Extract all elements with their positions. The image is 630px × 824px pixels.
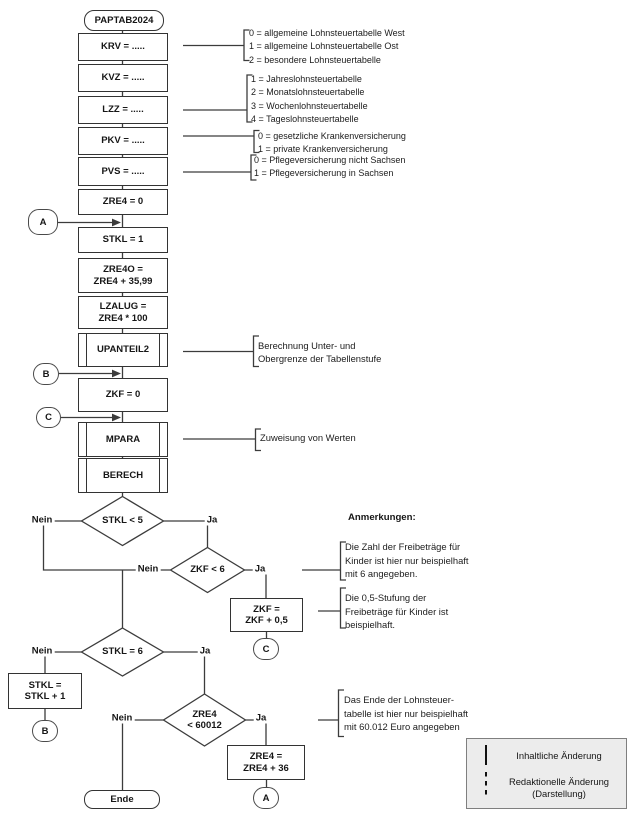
connector-c-bottom: [253, 638, 279, 660]
node-upanteil2-subroutine: [78, 333, 168, 367]
legend-dashed-label: [497, 776, 621, 800]
decision-stkl6-label: [82, 640, 163, 664]
annotation-upanteil2-note: [258, 339, 381, 365]
note2-line3: beispielhaft.: [345, 619, 396, 630]
solid-change-bar-icon: [485, 745, 487, 765]
change-legend: [466, 738, 627, 809]
node-zre4-init: [78, 189, 168, 215]
node-stkl-init: [78, 227, 168, 253]
annotation-pkv-options: [258, 130, 406, 155]
krv-option-0: 0 = allgemeine Lohnsteuertabelle West: [249, 28, 405, 38]
berech-label: BERECH: [102, 469, 144, 481]
connector-a-left: [28, 209, 58, 235]
branch-zre4max-nein: Nein: [111, 712, 133, 724]
node-lzz: [78, 96, 168, 124]
zkf-add-line1: ZKF =: [253, 603, 280, 615]
branch-zre4max-ja: Ja: [255, 712, 267, 724]
note2-line2: Freibeträge für Kinder ist: [345, 605, 449, 617]
note1-line3: mit 6 angegeben.: [345, 568, 418, 579]
annotation-krv-options: [249, 27, 405, 67]
branch-stkl5-ja: Ja: [206, 514, 218, 526]
node-kvz: [78, 64, 168, 92]
branch-stkl6-nein: Nein: [31, 645, 53, 657]
remark-note2: [345, 591, 448, 632]
mpara-label: MPARA: [105, 433, 141, 445]
zre4o-line1: ZRE4O =: [103, 264, 143, 275]
stkl5-text: STKL < 5: [102, 515, 143, 527]
note3-line3: mit 60.012 Euro angegeben: [344, 721, 460, 732]
node-lzalug: [78, 296, 168, 329]
note1-line2: Kinder ist hier nur beispielhaft: [345, 554, 469, 566]
connector-c-text: C: [45, 412, 52, 423]
branch-stkl6-ja: Ja: [199, 645, 211, 657]
zre4-init-label: ZRE4 = 0: [102, 196, 144, 208]
annotation-mpara-note: [260, 431, 356, 445]
arrowhead-a: [112, 219, 121, 227]
node-pkv: [78, 127, 168, 155]
remark-note3: [344, 693, 468, 734]
pkv-label: PKV = .....: [101, 135, 145, 147]
zre4max-line2: < 60012: [187, 720, 222, 731]
stkl-add-line2: STKL + 1: [24, 691, 66, 702]
node-zre4o: [78, 258, 168, 293]
upanteil2-note-line2: Obergrenze der Tabellenstufe: [258, 353, 382, 364]
pvs-option-0: 0 = Pflegeversicherung nicht Sachsen: [254, 155, 406, 165]
remarks-title: Anmerkungen:: [348, 512, 416, 523]
stkl-add-line1: STKL =: [28, 679, 62, 691]
arrowhead-b: [112, 370, 121, 378]
node-end-terminator: [84, 790, 160, 809]
edge-stkl5-ja: [164, 521, 208, 548]
node-start-terminator: [84, 10, 164, 31]
decision-stkl5-label: [82, 509, 163, 533]
mpara-note-text: Zuweisung von Werten: [260, 432, 356, 443]
node-zkf-init: [78, 378, 168, 412]
node-berech-subroutine: [78, 458, 168, 493]
pkv-option-1: 1 = private Krankenversicherung: [258, 143, 388, 154]
stkl-init-label: STKL = 1: [102, 234, 144, 246]
lzz-option-2: 3 = Wochenlohnsteuertabelle: [251, 100, 368, 111]
node-mpara-subroutine: [78, 422, 168, 457]
krv-label: KRV = .....: [101, 41, 145, 53]
lzz-option-0: 1 = Jahreslohnsteuertabelle: [251, 74, 362, 84]
dashed-change-bar-icon: [485, 772, 487, 798]
annotation-pvs-options: [254, 154, 405, 180]
lzz-option-3: 4 = Tageslohnsteuertabelle: [251, 114, 359, 125]
connector-c-left: [36, 407, 61, 428]
krv-option-2: 2 = besondere Lohnsteuertabelle: [249, 54, 381, 65]
end-label: Ende: [110, 793, 134, 805]
zre4max-line1: ZRE4: [192, 708, 217, 720]
start-label: PAPTAB2024: [94, 14, 154, 26]
annotation-lzz-options: [251, 73, 368, 127]
connector-a-bottom: [253, 787, 279, 809]
stkl6-text: STKL = 6: [102, 646, 143, 658]
branch-zkf6-nein: Nein: [137, 563, 159, 575]
zre4-add-line2: ZRE4 + 36: [243, 762, 289, 774]
upanteil2-label: UPANTEIL2: [96, 344, 150, 356]
legend-dashed-line1: Redaktionelle Änderung: [508, 776, 610, 787]
kvz-label: KVZ = .....: [101, 72, 145, 84]
branch-stkl5-nein: Nein: [31, 514, 53, 526]
node-stkl-add: [8, 673, 82, 709]
legend-solid-label: Inhaltliche Änderung: [516, 750, 602, 761]
node-zkf-add: [230, 598, 303, 632]
node-pvs: [78, 157, 168, 186]
zre4o-line2: ZRE4 + 35,99: [93, 275, 153, 287]
upanteil2-note-line1: Berechnung Unter- und: [258, 340, 356, 351]
lzz-label: LZZ = .....: [102, 104, 144, 116]
zkf-add-line2: ZKF + 0,5: [245, 615, 288, 626]
lzz-option-1: 2 = Monatslohnsteuertabelle: [251, 87, 365, 98]
node-krv: [78, 33, 168, 61]
connector-b-left: [33, 363, 59, 385]
lzalug-line1: LZALUG =: [99, 301, 147, 312]
note1-line1: Die Zahl der Freibeträge für: [345, 541, 461, 552]
zre4-add-line1: ZRE4 =: [249, 751, 283, 762]
remark-note1: [345, 540, 469, 581]
edge-zre4max-ja: [246, 720, 267, 745]
connector-a-text: A: [39, 216, 47, 228]
connector-b-text: B: [41, 725, 49, 737]
note3-line1: Das Ende der Lohnsteuer-: [344, 694, 454, 705]
connector-c-text: C: [262, 643, 270, 655]
node-zre4-add: [227, 745, 305, 780]
connector-a-text: A: [262, 792, 270, 804]
krv-option-1: 1 = allgemeine Lohnsteuertabelle Ost: [249, 41, 399, 52]
lzalug-line2: ZRE4 * 100: [98, 312, 148, 324]
edge-stkl6-ja: [164, 652, 205, 694]
zkf6-text: ZKF < 6: [190, 564, 225, 576]
note3-line2: tabelle ist hier nur beispielhaft: [344, 707, 469, 719]
decision-zre4max-label: [164, 698, 245, 742]
branch-zkf6-ja: Ja: [254, 563, 266, 575]
connector-b-bottom: [32, 720, 58, 742]
note2-line1: Die 0,5-Stufung der: [345, 592, 427, 603]
edge-zre4max-nein: [123, 720, 164, 790]
pvs-option-1: 1 = Pflegeversicherung in Sachsen: [254, 168, 394, 178]
pkv-option-0: 0 = gesetzliche Krankenversicherung: [258, 131, 406, 141]
pvs-label: PVS = .....: [101, 165, 145, 177]
decision-zkf6-label: [167, 558, 248, 582]
legend-dashed-line2: (Darstellung): [532, 788, 586, 799]
connector-b-text: B: [42, 368, 50, 380]
arrowhead-c: [112, 414, 121, 422]
zkf-init-label: ZKF = 0: [105, 389, 141, 401]
